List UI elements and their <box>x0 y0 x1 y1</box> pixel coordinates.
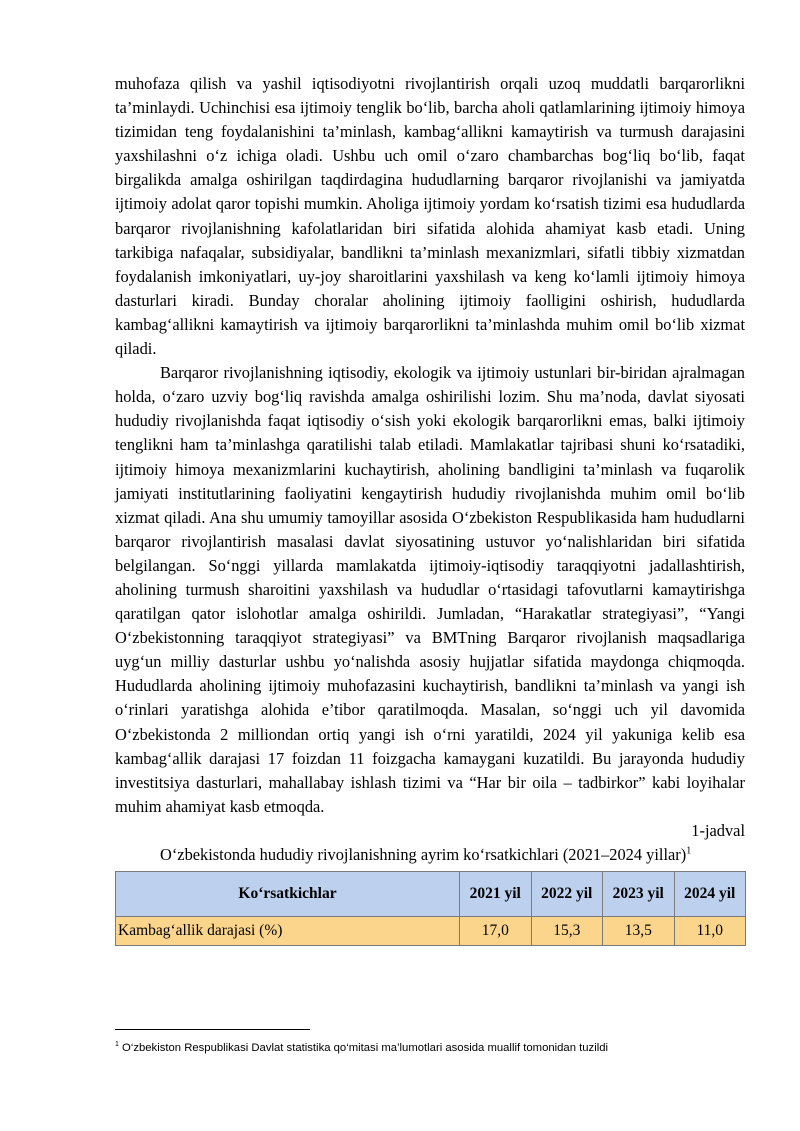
footnote-text: O‘zbekiston Respublikasi Davlat statistika qo‘mitasi ma’lumotlari asosida muallif tomonidan tuzildi <box>118 1041 609 1054</box>
table-caption <box>115 843 745 867</box>
table-cell: 15,3 <box>531 917 603 946</box>
footnote-divider <box>115 1029 310 1030</box>
column-header: Ko‘rsatkichlar <box>116 872 460 917</box>
table-label: 1-jadval <box>691 820 745 840</box>
table-caption-text: O‘zbekistonda hududiy rivojlanishning ayrim ko‘rsatkichlari (2021–2024 yillar) <box>160 845 687 864</box>
table-cell: 11,0 <box>674 917 746 946</box>
body-paragraph: muhofaza qilish va yashil iqtisodiyotni rivojlantirish orqali uzoq muddatli barqarorlikni ta’minlaydi. Uchinchisi esa ijtimoiy tenglik bo‘lib, barcha aholi qatlamlarining ijtimoiy himoya tizimidan teng foydalanishini ta’minlash, kambag‘allikni kamaytirish va turmush darajasini yaxshilashni o‘z ichiga oladi. Ushbu uch omil o‘zaro chambarchas bog‘liq bo‘lib, faqat birgalikda amalga oshirilgan taqdirdagina hududlarning barqaror rivojlanishi va jamiyatda ijtimoiy adolat qaror topishi mumkin. Aholiga ijtimoiy yordam ko‘rsatish tizimi esa hududlarda barqaror rivojlanishning kafolatlaridan biri sifatida alohida ahamiyat kasb etadi. Uning tarkibiga nafaqalar, subsidiyalar, bandlikni ta’minlash mexanizmlari, sifatli tibbiy xizmatdan foydalanish imkoniyatlari, uy-joy sharoitlarini yaxshilash va keng ko‘lamli ijtimoiy himoya dasturlari kiradi. Bunday choralar aholining ijtimoiy faolligini oshirish, hududlarda kambag‘allikni kamaytirish va ijtimoiy barqarorlikni ta’minlashda muhim omil bo‘lib xizmat qiladi. <box>115 74 745 359</box>
footnote <box>115 1041 755 1054</box>
footnote-marker: 1 <box>115 1041 119 1048</box>
table-cell: 13,5 <box>603 917 675 946</box>
table-cell: 17,0 <box>460 917 532 946</box>
column-header: 2021 yil <box>460 872 532 917</box>
table-cell: Kambag‘allik darajasi (%) <box>116 917 460 946</box>
document-page <box>115 72 745 946</box>
data-table <box>115 871 746 946</box>
table-row <box>116 917 746 946</box>
table-header-row <box>116 872 746 917</box>
body-paragraph: Barqaror rivojlanishning iqtisodiy, ekologik va ijtimoiy ustunlari bir-biridan ajralmagan holda, o‘zaro uzviy bog‘liq ravishda amalga oshirilishi lozim. Shu ma’noda, davlat siyosati hududiy rivojlanishda faqat iqtisodiy o‘sish yoki ekologik barqarorlikni emas, balki ijtimoiy tenglikni ham ta’minlashga qaratilishi talab etiladi. Mamlakatlar tajribasi shuni ko‘rsatadiki, ijtimoiy himoya mexanizmlarini kuchaytirish, aholining bandligini ta’minlash va fuqarolik jamiyati institutlarining faoliyatini kengaytirish hududiy rivojlanishda muhim omil bo‘lib xizmat qiladi. Ana shu umumiy tamoyillar asosida O‘zbekiston Respublikasida ham hududlarni barqaror rivojlantirish masalasi davlat siyosatining ustuvor yo‘nalishlaridan biri sifatida belgilangan. So‘nggi yillarda mamlakatda ijtimoiy-iqtisodiy taraqqiyotni jadallashtirish, aholining turmush sharoitini yaxshilash va hududlar o‘rtasidagi tafovutlarni kamaytirishga qaratilgan qator islohotlar amalga oshirildi. Jumladan, “Harakatlar strategiyasi”, “Yangi O‘zbekistonning taraqqiyot strategiyasi” va BMTning Barqaror rivojlanish maqsadlariga uyg‘un milliy dasturlar ushbu yo‘nalishda asosiy hujjatlar sifatida maydonga chiqmoqda. Hududlarda aholining ijtimoiy muhofazasini kuchaytirish, bandlikni ta’minlash va yangi ish o‘rinlari yaratishga alohida e’tibor qaratilmoqda. Masalan, so‘nggi uch yil davomida O‘zbekistonda 2 milliondan ortiq yangi ish o‘rni yaratildi, 2024 yil yakuniga kelib esa kambag‘allik darajasi 17 foizdan 11 foizgacha kamaygani kuzatildi. Bu jarayonda hududiy investitsiya dasturlari, mahallabay ishlash tizimi va “Har bir oila – tadbirkor” kabi loyihalar muhim ahamiyat kasb etmoqda. <box>115 363 745 816</box>
column-header: 2022 yil <box>531 872 603 917</box>
column-header: 2024 yil <box>674 872 746 917</box>
column-header: 2023 yil <box>603 872 675 917</box>
footnote-ref: 1 <box>686 845 692 857</box>
